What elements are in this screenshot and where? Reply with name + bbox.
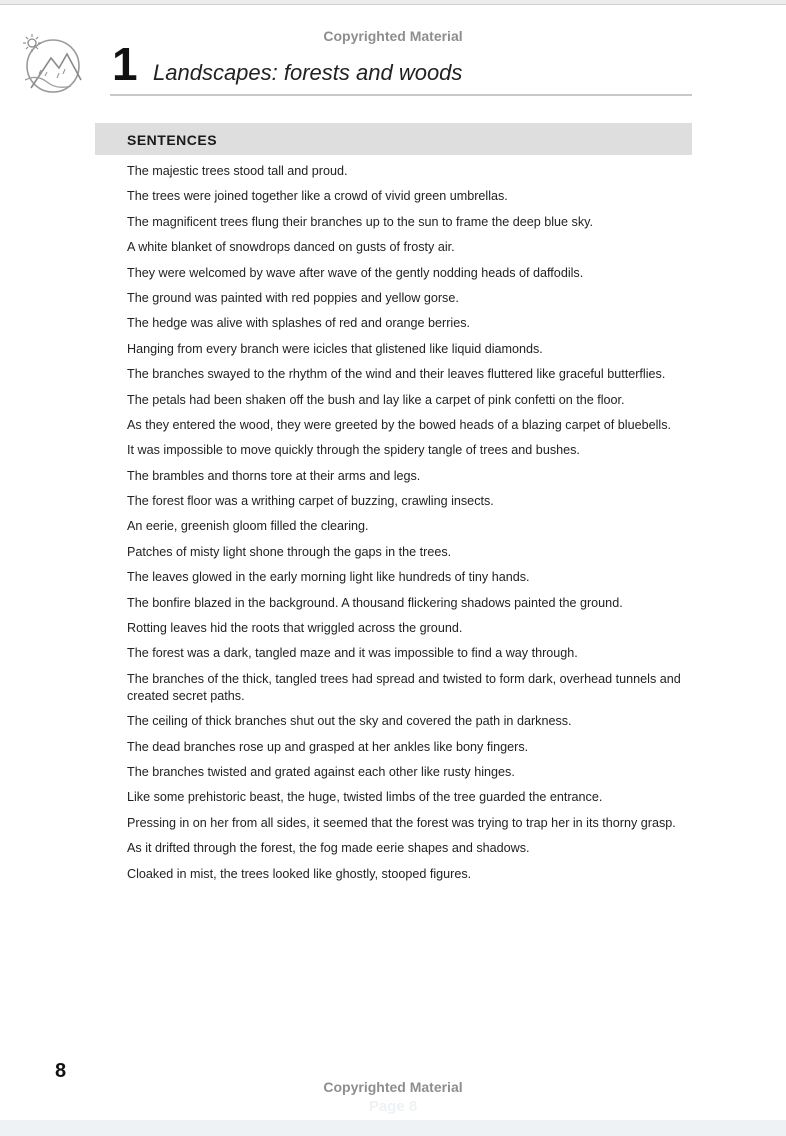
- chapter-number: 1: [112, 38, 138, 90]
- top-border: [0, 0, 786, 5]
- sentence-item: The trees were joined together like a crowd of vivid green umbrellas.: [127, 189, 508, 204]
- sentence-item: The brambles and thorns tore at their arms and legs.: [127, 468, 421, 483]
- sentence-item: The ceiling of thick branches shut out the sky and covered the path in darkness.: [127, 714, 572, 729]
- sentence-item: Like some prehistoric beast, the huge, twisted limbs of the tree guarded the entrance.: [127, 790, 603, 805]
- sentence-item: The branches swayed to the rhythm of the wind and their leaves fluttered like graceful butterflies.: [127, 367, 666, 382]
- viewer-bottom-strip: [0, 1120, 786, 1136]
- sentence-item: Cloaked in mist, the trees looked like ghostly, stooped figures.: [127, 866, 472, 881]
- chapter-title: Landscapes: forests and woods: [153, 60, 463, 85]
- sentence-list: [127, 163, 692, 891]
- page-label-faint: Page 8: [368, 1098, 418, 1115]
- sentence-item: The ground was painted with red poppies and yellow gorse.: [127, 290, 459, 305]
- sentence-item: Hanging from every branch were icicles that glistened like liquid diamonds.: [127, 341, 543, 356]
- sentence-item: The petals had been shaken off the bush and lay like a carpet of pink confetti on the floor.: [127, 392, 625, 407]
- sentence-item: A white blanket of snowdrops danced on gusts of frosty air.: [127, 240, 455, 255]
- sentence-item: Patches of misty light shone through the gaps in the trees.: [127, 544, 452, 559]
- sentence-item: The hedge was alive with splashes of red and orange berries.: [127, 316, 471, 331]
- sentence-item: The leaves glowed in the early morning light like hundreds of tiny hands.: [127, 570, 530, 585]
- sentence-item: As it drifted through the forest, the fog made eerie shapes and shadows.: [127, 841, 530, 856]
- sentence-item: The branches twisted and grated against each other like rusty hinges.: [127, 764, 515, 779]
- sentence-item: The forest floor was a writhing carpet of buzzing, crawling insects.: [127, 494, 494, 509]
- sentence-item: The forest was a dark, tangled maze and it was impossible to find a way through.: [127, 646, 578, 661]
- sentence-item: As they entered the wood, they were greeted by the bowed heads of a blazing carpet of bluebells.: [127, 417, 671, 432]
- copyright-watermark-top: Copyrighted Material: [323, 28, 463, 44]
- sentence-item: The bonfire blazed in the background. A thousand flickering shadows painted the ground.: [127, 595, 623, 610]
- sentence-item: An eerie, greenish gloom filled the clearing.: [127, 519, 369, 534]
- sentence-item: The branches of the thick, tangled trees had spread and twisted to form dark, overhead tunnels and created secret paths.: [127, 671, 681, 703]
- title-divider: [110, 94, 692, 96]
- section-heading: SENTENCES: [127, 132, 218, 148]
- sentence-item: The magnificent trees flung their branches up to the sun to frame the deep blue sky.: [127, 214, 594, 229]
- sentence-item: The majestic trees stood tall and proud.: [127, 164, 348, 178]
- sentence-item: They were welcomed by wave after wave of the gently nodding heads of daffodils.: [127, 265, 584, 280]
- sentence-item: Pressing in on her from all sides, it seemed that the forest was trying to trap her in its thorny grasp.: [127, 815, 676, 830]
- sentence-item: It was impossible to move quickly through the spidery tangle of trees and bushes.: [127, 443, 580, 458]
- sentence-item: Rotting leaves hid the roots that wriggled across the ground.: [127, 621, 463, 636]
- landscape-sun-mountain-icon: [17, 30, 85, 94]
- copyright-watermark-bottom: Copyrighted Material: [323, 1079, 463, 1095]
- sentence-item: The dead branches rose up and grasped at her ankles like bony fingers.: [127, 739, 529, 754]
- page-number: 8: [55, 1060, 67, 1082]
- section-header-bar: [95, 123, 692, 155]
